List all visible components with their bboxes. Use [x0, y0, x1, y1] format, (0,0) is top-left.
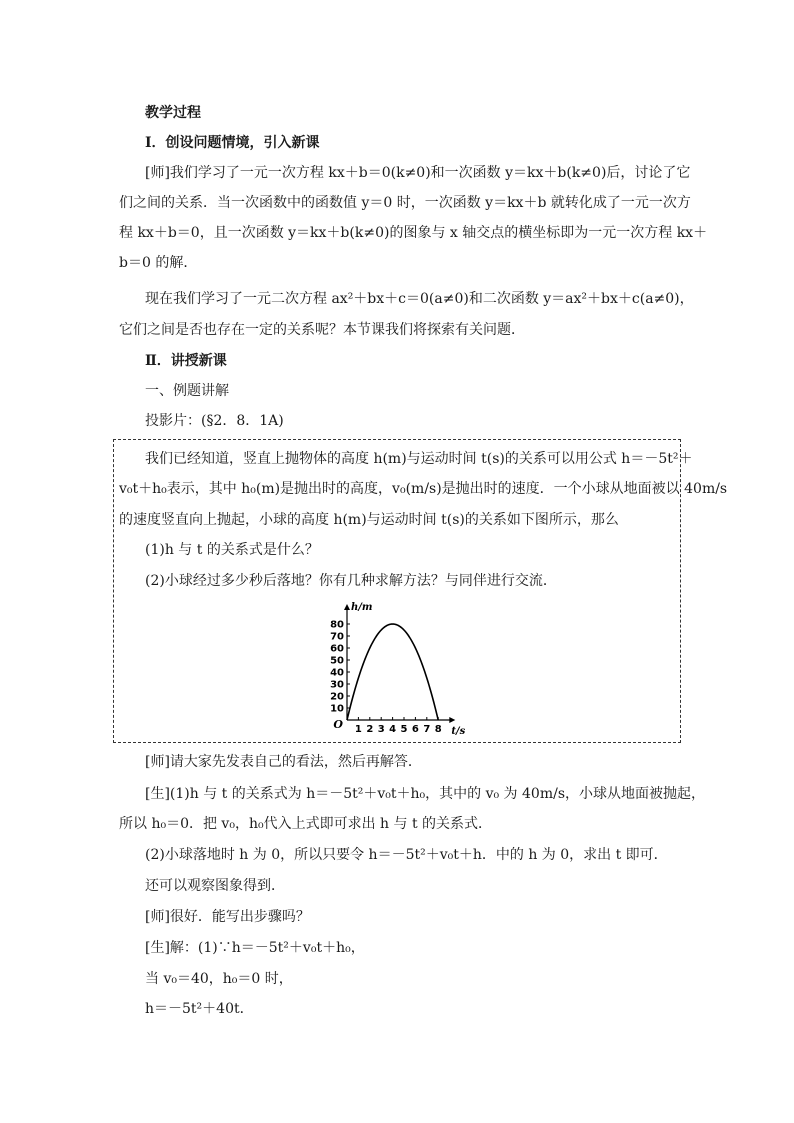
x-tick-label: 2: [366, 724, 374, 735]
height-time-chart: [330, 602, 475, 740]
x-tick-label: 7: [423, 724, 431, 735]
box-line-1: 我们已经知道，竖直上抛物体的高度 h(m)与运动时间 t(s)的关系可以用公式 h＝－5t²＋: [145, 451, 693, 467]
y-tick-label: 30: [330, 679, 344, 691]
subsection-title: 一、例题讲解: [145, 383, 229, 399]
p1-line-1: [师]我们学习了一元一次方程 kx＋b＝0(k≠0)和一次函数 y＝kx＋b(k≠0)后，讨论了它: [145, 165, 691, 181]
x-tick-label: 1: [354, 724, 362, 735]
box-line-2: v₀t＋h₀表示，其中 h₀(m)是抛出时的高度，v₀(m/s)是抛出时的速度．一个小球从地面被以 40m/s: [119, 481, 728, 497]
parabola-curve: [347, 624, 438, 720]
x-tick-label: 4: [389, 724, 397, 735]
y-tick-label: 20: [330, 691, 344, 703]
after-line-7: [生]解：(1)∵h＝－5t²＋v₀t＋h₀，: [145, 940, 365, 956]
y-tick-label: 10: [330, 703, 344, 715]
x-axis-arrow: [449, 717, 455, 723]
y-axis-arrow: [344, 604, 350, 610]
y-axis-label: h/m: [351, 602, 373, 613]
y-tick-label: 70: [330, 631, 344, 643]
after-line-2: [生](1)h 与 t 的关系式为 h＝－5t²＋v₀t＋h₀，其中的 v₀ 为 40m/s，小球从地面被抛起，: [145, 786, 705, 802]
heading: 教学过程: [145, 105, 201, 121]
projector-note: 投影片：(§2．8．1A): [145, 413, 284, 429]
question-2: (2)小球经过多少秒后落地？你有几种求解方法？与同伴进行交流．: [145, 573, 557, 589]
p1-line-3: 程 kx＋b＝0，且一次函数 y＝kx＋b(k≠0)的图象与 x 轴交点的横坐标即为一元一次方程 kx＋: [119, 225, 708, 241]
after-line-5: 还可以观察图象得到．: [145, 878, 285, 894]
y-tick-label: 80: [330, 619, 344, 631]
question-1: (1)h 与 t 的关系式是什么？: [145, 542, 319, 558]
y-tick-label: 40: [330, 667, 344, 679]
after-line-4: (2)小球落地时 h 为 0，所以只要令 h＝－5t²＋v₀t＋h．中的 h 为 0，求出 t 即可．: [145, 847, 668, 863]
p2-line-1: 现在我们学习了一元二次方程 ax²＋bx＋c＝0(a≠0)和二次函数 y＝ax²＋bx＋c(a≠0)，: [145, 291, 694, 307]
after-line-9: h＝－5t²＋40t．: [145, 1001, 254, 1017]
p1-line-4: b＝0 的解．: [119, 255, 198, 271]
after-line-1: [师]请大家先发表自己的看法，然后再解答．: [145, 754, 422, 770]
p2-line-2: 它们之间是否也存在一定的关系呢？本节课我们将探索有关问题．: [119, 322, 525, 338]
section-1-title: Ⅰ．创设问题情境，引入新课: [145, 135, 320, 151]
x-tick-label: 8: [434, 724, 442, 735]
p1-line-2: 们之间的关系．当一次函数中的函数值 y＝0 时，一次函数 y＝kx＋b 就转化成了一元一次方: [119, 195, 691, 211]
after-line-3: 所以 h₀＝0．把 v₀，h₀代入上式即可求出 h 与 t 的关系式．: [119, 816, 493, 832]
origin-label: O: [333, 718, 343, 731]
section-2-title: Ⅱ．讲授新课: [145, 353, 227, 369]
box-line-3: 的速度竖直向上抛起，小球的高度 h(m)与运动时间 t(s)的关系如下图所示，那么: [119, 512, 619, 528]
after-line-6: [师]很好．能写出步骤吗？: [145, 909, 310, 925]
y-tick-label: 60: [330, 643, 344, 655]
after-line-8: 当 v₀＝40，h₀＝0 时，: [145, 971, 293, 987]
x-axis-label: t/s: [451, 726, 466, 737]
x-tick-label: 6: [411, 724, 419, 735]
x-tick-label: 3: [377, 724, 385, 735]
y-tick-label: 50: [330, 655, 344, 667]
x-tick-label: 5: [400, 724, 408, 735]
